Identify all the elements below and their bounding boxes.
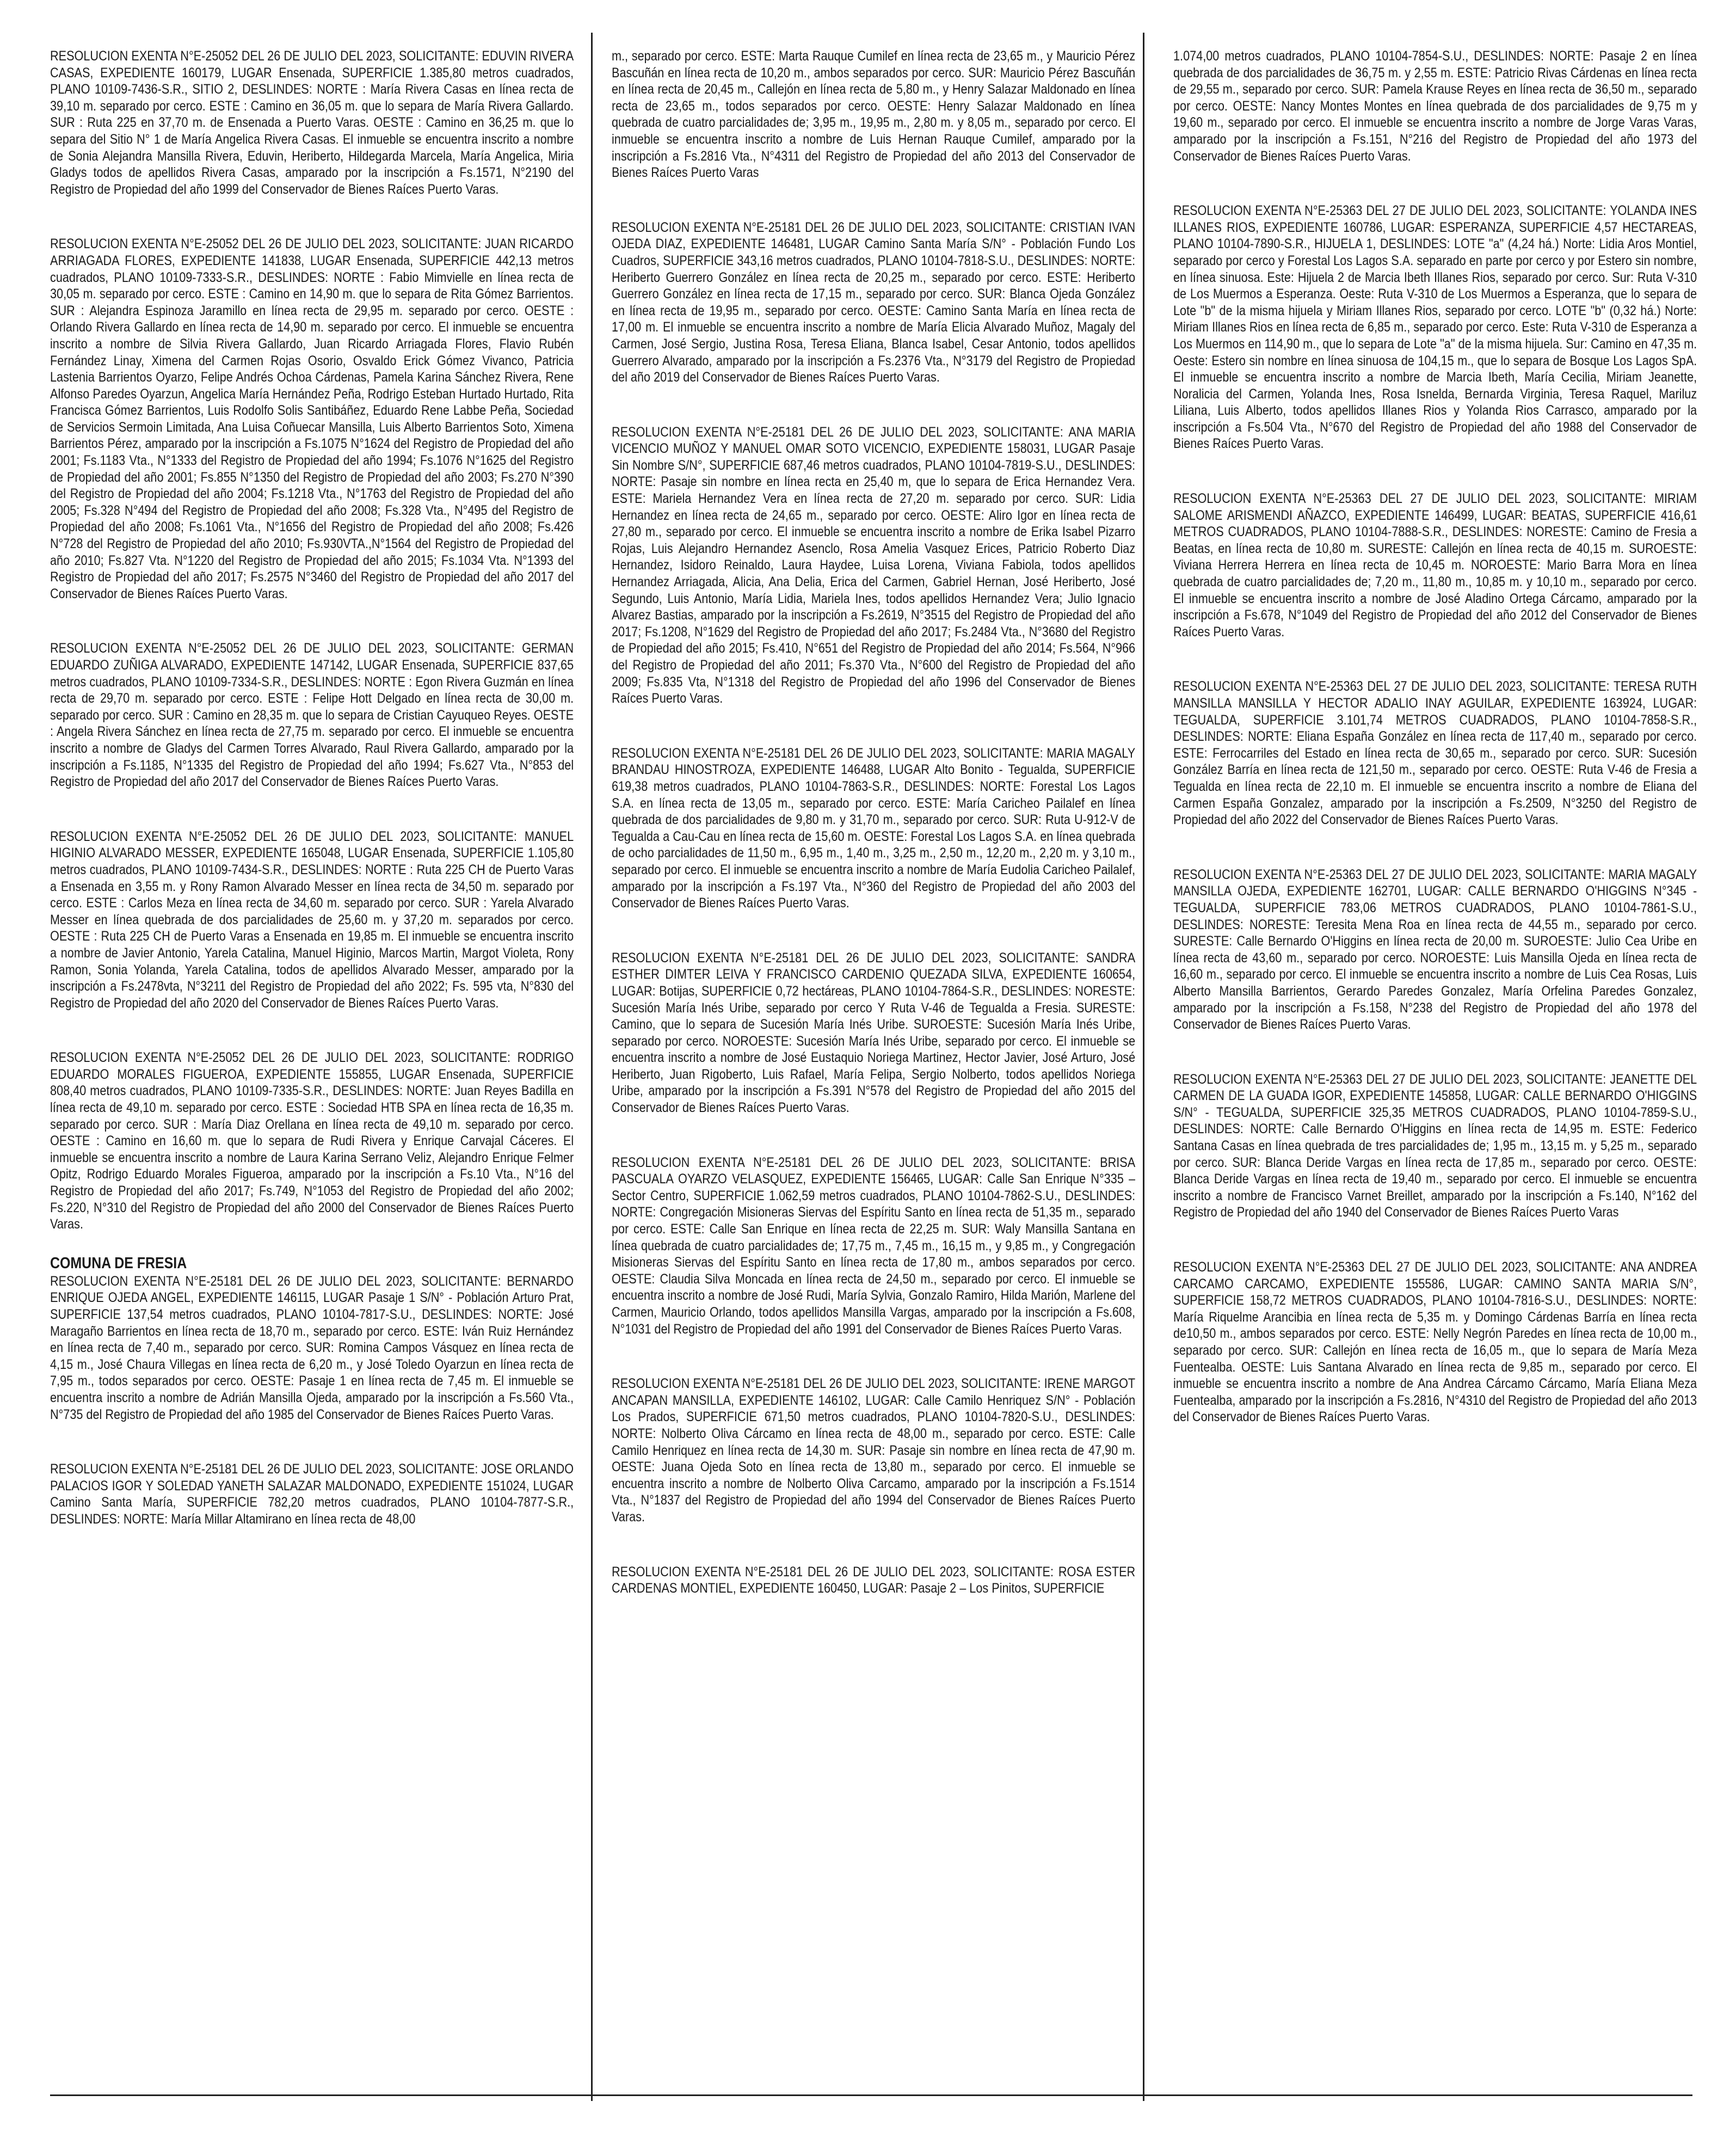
resolution-entry: RESOLUCION EXENTA N°E-25181 DEL 26 DE JULIO DEL 2023, SOLICITANTE: IRENE MARGOT ANCAPAN MANSILLA, EXPEDIENTE 146102, LUGAR: Calle Camilo Henriquez S/N° - Población Los Prados, SUPERFICIE 671,50 metros cuadrados, PLANO 10104-7820-S.U., DESLINDES: NORTE: Nolberto Oliva Cárcamo en línea recta de 48,00 m., separado por cerco. ESTE: Calle Camilo Henriquez en línea recta de 14,30 m. SUR: Pasaje sin nombre en línea recta de 47,90 m. OESTE: Juana Ojeda Soto en línea recta de 13,80 m., separado por cerco. El inmueble se encuentra inscrito a nombre de Nolberto Oliva Carcamo, amparado por la inscripción a Fs.1514 Vta., N°1837 del Registro de Propiedad del año 1994 del Conservador de Bienes Raíces Puerto Varas. bbox=[612, 1376, 1135, 1525]
resolution-entry: RESOLUCION EXENTA N°E-25181 DEL 26 DE JULIO DEL 2023, SOLICITANTE: BRISA PASCUALA OYARZO VELASQUEZ, EXPEDIENTE 156465, LUGAR: Calle San Enrique N°335 – Sector Centro, SUPERFICIE 1.062,59 metros cuadrados, PLANO 10104-7862-S.U., DESLINDES: NORTE: Congregación Misioneras Siervas del Espíritu Santo en línea recta de 51,35 m., separado por cerco. ESTE: Calle San Enrique en línea recta de 22,25 m. SUR: Waly Mansilla Santana en línea quebrada de cuatro parcialidades de; 17,75 m., 7,45 m., 16,15 m., y 9,85 m., y Congregación Misioneras Siervas del Espíritu Santo en línea recta de 17,80 m., ambos separados por cerco. OESTE: Claudia Silva Moncada en línea recta de 24,50 m., separado por cerco. El inmueble se encuentra inscrito a nombre de José Rudi, María Sylvia, Gonzalo Ramiro, Hilda Marión, Marlene del Carmen, Mauricio Orlando, todos apellidos Mansilla Vargas, amparado por la inscripción a Fs.608, N°1031 del Registro de Propiedad del año 1991 del Conservador de Bienes Raíces Puerto Varas. bbox=[612, 1154, 1135, 1337]
resolution-entry: RESOLUCION EXENTA N°E-25363 DEL 27 DE JULIO DEL 2023, SOLICITANTE: JEANETTE DEL CARMEN DE LA GUADA IGOR, EXPEDIENTE 145858, LUGAR: CALLE BERNARDO O'HIGGINS S/N° - TEGUALDA, SUPERFICIE 325,35 METROS CUADRADOS, PLANO 10104-7859-S.U., DESLINDES: NORTE: Calle Bernardo O'Higgins en línea recta de 14,95 m. ESTE: Federico Santana Casas en línea quebrada de tres parcialidades de; 1,95 m., 13,15 m. y 5,25 m., separado por cerco. SUR: Blanca Deride Vargas en línea recta de 17,85 m., separado por cerco. OESTE: Blanca Deride Vargas en línea recta de 19,40 m., separado por cerco. El inmueble se encuentra inscrito a nombre de Francisco Varnet Breillet, amparado por la inscripción a Fs.140, N°162 del Registro de Propiedad del año 1940 del Conservador de Bienes Raíces Puerto Varas bbox=[1173, 1071, 1697, 1220]
column-divider bbox=[591, 33, 593, 2101]
resolution-entry: RESOLUCION EXENTA N°E-25052 DEL 26 DE JULIO DEL 2023, SOLICITANTE: RODRIGO EDUARDO MORALES FIGUEROA, EXPEDIENTE 155855, LUGAR Ensenada, SUPERFICIE 808,40 metros cuadrados, PLANO 10109-7335-S.R., DESLINDES: NORTE: Juan Reyes Badilla en línea recta de 49,10 m. separado por cerco. ESTE : Sociedad HTB SPA en línea recta de 16,35 m. separado por cerco. SUR : María Diaz Orellana en línea recta de 49,10 m. separado por cerco. OESTE : Camino en 16,60 m. que lo separa de Rudi Rivera y Enrique Carvajal Cáceres. El inmueble se encuentra inscrito a nombre de Laura Karina Serrano Veliz, Alejandro Enrique Felmer Opitz, Rodrigo Eduardo Morales Figueroa, amparado por la inscripción a Fs.10 Vta., N°16 del Registro de Propiedad del año 2017; Fs.749, N°1053 del Registro de Propiedad del año 2002; Fs.220, N°310 del Registro de Propiedad del año 2000 del Conservador de Bienes Raíces Puerto Varas. bbox=[50, 1050, 574, 1232]
section-heading: COMUNA DE FRESIA bbox=[50, 1254, 187, 1272]
column-1 bbox=[50, 48, 574, 2084]
resolution-entry: RESOLUCION EXENTA N°E-25363 DEL 27 DE JULIO DEL 2023, SOLICITANTE: TERESA RUTH MANSILLA MANSILLA Y HECTOR ADALIO INAY AGUILAR, EXPEDIENTE 163924, LUGAR: TEGUALDA, SUPERFICIE 3.101,74 METROS CUADRADOS, PLANO 10104-7858-S.R., DESLINDES: NORTE: Eliana España González en línea recta de 117,40 m., separado por cerco. ESTE: Ferrocarriles del Estado en línea recta de 30,65 m., separado por cerco. SUR: Sucesión González Barría en línea recta de 121,50 m., separado por cerco. OESTE: Ruta V-46 de Fresia a Tegualda en línea recta de 22,10 m. El inmueble se encuentra inscrito a nombre de Eliana del Carmen España Gonzalez, amparado por la inscripción a Fs.2509, N°3250 del Registro de Propiedad del año 2022 del Conservador de Bienes Raíces Puerto Varas. bbox=[1173, 679, 1697, 828]
columns bbox=[50, 48, 1697, 2084]
column-divider bbox=[1143, 33, 1144, 2101]
bottom-divider bbox=[50, 2094, 1692, 2096]
resolution-entry: RESOLUCION EXENTA N°E-25052 DEL 26 DE JULIO DEL 2023, SOLICITANTE: GERMAN EDUARDO ZUÑIGA ALVARADO, EXPEDIENTE 147142, LUGAR Ensenada, SUPERFICIE 837,65 metros cuadrados, PLANO 10109-7334-S.R., DESLINDES: NORTE : Egon Rivera Guzmán en línea recta de 29,70 m. separado por cerco. ESTE : Felipe Hott Delgado en línea recta de 30,00 m. separado por cerco. SUR : Camino en 28,35 m. que lo separa de Cristian Cayuqueo Reyes. OESTE : Angela Rivera Sánchez en línea recta de 27,75 m. separado por cerco. El inmueble se encuentra inscrito a nombre de Gladys del Carmen Torres Alvarado, Raul Rivera Gallardo, amparado por la inscripción a Fs.1185, N°1335 del Registro de Propiedad del año 1994; Fs.627 Vta., N°853 del Registro de Propiedad del año 2017 del Conservador de Bienes Raíces Puerto Varas. bbox=[50, 641, 574, 790]
resolution-entry: RESOLUCION EXENTA N°E-25181 DEL 26 DE JULIO DEL 2023, SOLICITANTE: MARIA MAGALY BRANDAU HINOSTROZA, EXPEDIENTE 146488, LUGAR Alto Bonito - Tegualda, SUPERFICIE 619,38 metros cuadrados, PLANO 10104-7863-S.R., DESLINDES: NORTE: Forestal Los Lagos S.A. en línea recta de 13,05 m., separado por cerco. ESTE: María Caricheo Pailalef en línea quebrada de dos parcialidades de 9,80 m. y 31,70 m., separado por cerco. SUR: Ruta U-912-V de Tegualda a Cau-Cau en línea recta de 15,60 m. OESTE: Forestal Los Lagos S.A. en línea quebrada de ocho parcialidades de 11,50 m., 6,95 m., 1,40 m., 3,25 m., 2,50 m., 12,20 m., 2,20 m. y 3,10 m., separado por cerco. El inmueble se encuentra inscrito a nombre de María Eudolia Caricheo Pailalef, amparado por la inscripción a Fs.197 Vta., N°360 del Registro de Propiedad del año 2003 del Conservador de Bienes Raíces Puerto Varas. bbox=[612, 745, 1135, 911]
column-3 bbox=[1173, 48, 1697, 2084]
resolution-entry: RESOLUCION EXENTA N°E-25363 DEL 27 DE JULIO DEL 2023, SOLICITANTE: MIRIAM SALOME ARISMENDI AÑAZCO, EXPEDIENTE 146499, LUGAR: BEATAS, SUPERFICIE 416,61 METROS CUADRADOS, PLANO 10104-7888-S.R., DESLINDES: NORESTE: Camino de Fresia a Beatas, en línea recta de 10,80 m. SURESTE: Callejón en línea recta de 40,15 m. SUROESTE: Viviana Herrera Herrera en línea recta de 10,45 m. NOROESTE: Mario Barra Mora en línea quebrada de cuatro parcialidades de; 7,20 m., 11,80 m., 10,85 m. y 10,10 m., separado por cerco. El inmueble se encuentra inscrito a nombre de José Aladino Ortega Cárcamo, amparado por la inscripción a Fs.678, N°1049 del Registro de Propiedad del año 2012 del Conservador de Bienes Raíces Puerto Varas. bbox=[1173, 491, 1697, 640]
resolution-entry: RESOLUCION EXENTA N°E-25181 DEL 26 DE JULIO DEL 2023, SOLICITANTE: JOSE ORLANDO PALACIOS IGOR Y SOLEDAD YANETH SALAZAR MALDONADO, EXPEDIENTE 151024, LUGAR Camino Santa María, SUPERFICIE 782,20 metros cuadrados, PLANO 10104-7877-S.R., DESLINDES: NORTE: María Millar Altamirano en línea recta de 48,00 bbox=[50, 1461, 574, 1527]
resolution-entry: RESOLUCION EXENTA N°E-25363 DEL 27 DE JULIO DEL 2023, SOLICITANTE: ANA ANDREA CARCAMO CARCAMO, EXPEDIENTE 155586, LUGAR: CAMINO SANTA MARIA S/N°, SUPERFICIE 158,72 METROS CUADRADOS, PLANO 10104-7816-S.U., DESLINDES: NORTE: María Riquelme Arancibia en línea recta de 5,35 m. y Domingo Cárdenas Barría en línea recta de10,50 m., ambos separados por cerco. ESTE: Nelly Negrón Paredes en línea recta de 10,00 m., separado por cerco. SUR: Callejón en línea recta de 16,05 m., que lo separa de María Meza Fuentealba. OESTE: Luis Santana Alvarado en línea recta de 9,85 m., separado por cerco. El inmueble se encuentra inscrito a nombre de Ana Andrea Cárcamo Cárcamo, María Eliana Meza Fuentealba, amparado por la inscripción a Fs.2816, N°4310 del Registro de Propiedad del año 2013 del Conservador de Bienes Raíces Puerto Varas. bbox=[1173, 1260, 1697, 1425]
resolution-entry: RESOLUCION EXENTA N°E-25363 DEL 27 DE JULIO DEL 2023, SOLICITANTE: MARIA MAGALY MANSILLA OJEDA, EXPEDIENTE 162701, LUGAR: CALLE BERNARDO O'HIGGINS N°345 - TEGUALDA, SUPERFICIE 783,06 METROS CUADRADOS, PLANO 10104-7861-S.U., DESLINDES: NORESTE: Teresita Mena Roa en línea recta de 44,55 m., separado por cerco. SURESTE: Calle Bernardo O'Higgins en línea recta de 20,00 m. SUROESTE: Julio Cea Uribe en línea recta de 43,60 m., separado por cerco. NOROESTE: Luis Mansilla Ojeda en línea recta de 16,60 m., separado por cerco. El inmueble se encuentra inscrito a nombre de Luis Cea Rosas, Luis Alberto Mansilla Barrientos, Gerardo Paredes Gonzalez, María Orfelina Paredes Gonzalez, amparado por la inscripción a Fs.158, N°238 del Registro de Propiedad del año 1978 del Conservador de Bienes Raíces Puerto Varas. bbox=[1173, 867, 1697, 1033]
resolution-entry: RESOLUCION EXENTA N°E-25363 DEL 27 DE JULIO DEL 2023, SOLICITANTE: YOLANDA INES ILLANES RIOS, EXPEDIENTE 160786, LUGAR: ESPERANZA, SUPERFICIE 4,57 HECTAREAS, PLANO 10104-7890-S.R., HIJUELA 1, DESLINDES: LOTE "a" (4,24 há.) Norte: Lidia Aros Montiel, separado por cerco y Forestal Los Lagos S.A. separado en parte por cerco y por Estero sin nombre, en línea sinuosa. Este: Hijuela 2 de Marcia Ibeth Illanes Rios, separado por cerco. Sur: Ruta V-310 de Los Muermos a Esperanza. Oeste: Ruta V-310 de Los Muermos a Esperanza, que lo separa de Lote "b" de la misma hijuela y Miriam Illanes Rios, separado por cerco. LOTE "b" (0,32 há.) Norte: Miriam Illanes Rios en línea recta de 6,85 m., separado por cerco. Este: Ruta V-310 de Esperanza a Los Muermos en 114,90 m., que lo separa de Lote "a" de la misma hijuela. Sur: Camino en 47,35 m. Oeste: Estero sin nombre en línea sinuosa de 104,15 m., que lo separa de Bosque Los Lagos SpA. El inmueble se encuentra inscrito a nombre de Marcia Ibeth, María Cecilia, Miriam Jeanette, Noralicia del Carmen, Yolanda Ines, Rosa Isnelda, Bernarda Virginia, Teresa Raquel, Mariluz Liliana, Luis Alberto, todos apellidos Illanes Rios y Yolanda Rios Carrasco, amparado por la inscripción a Fs.504 Vta., N°670 del Registro de Propiedad del año 1988 del Conservador de Bienes Raíces Puerto Varas. bbox=[1173, 203, 1697, 452]
resolution-entry: RESOLUCION EXENTA N°E-25052 DEL 26 DE JULIO DEL 2023, SOLICITANTE: EDUVIN RIVERA CASAS, EXPEDIENTE 160179, LUGAR Ensenada, SUPERFICIE 1.385,80 metros cuadrados, PLANO 10109-7436-S.R., SITIO 2, DESLINDES: NORTE : María Rivera Casas en línea recta de 39,10 m. separado por cerco. ESTE : Camino en 36,05 m. que lo separa de María Rivera Gallardo. SUR : Ruta 225 en 37,70 m. de Ensenada a Puerto Varas. OESTE : Camino en 36,25 m. que lo separa del Sitio N° 1 de María Angelica Rivera Casas. El inmueble se encuentra inscrito a nombre de Sonia Alejandra Mansilla Rivera, Eduvin, Heriberto, Hildegarda Marcela, María Angelica, Miria Gladys todos de apellidos Rivera Casas, amparado por la inscripción a Fs.1571, N°2190 del Registro de Propiedad del año 1999 del Conservador de Bienes Raíces Puerto Varas. bbox=[50, 48, 574, 197]
resolution-entry: RESOLUCION EXENTA N°E-25052 DEL 26 DE JULIO DEL 2023, SOLICITANTE: JUAN RICARDO ARRIAGADA FLORES, EXPEDIENTE 141838, LUGAR Ensenada, SUPERFICIE 442,13 metros cuadrados, PLANO 10109-7333-S.R., DESLINDES: NORTE : Fabio Mimvielle en línea recta de 30,05 m. separado por cerco. ESTE : Camino en 14,90 m. que lo separa de Rita Gómez Barrientos. SUR : Alejandra Espinoza Jaramillo en línea recta de 29,95 m. separado por cerco. OESTE : Orlando Rivera Gallardo en línea recta de 14,90 m. separado por cerco. El inmueble se encuentra inscrito a nombre de Silvia Rivera Gallardo, Juan Ricardo Arriagada Flores, Flavio Rubén Fernández Linay, Ximena del Carmen Rojas Osorio, Osvaldo Erick Gómez Vivanco, Patricia Lastenia Barrientos Oyarzo, Felipe Andrés Ochoa Cárdenas, Pamela Karina Sánchez Rivera, Rene Alfonso Paredes Oyarzun, Angelica María Hernández Peña, Rodrigo Esteban Hurtado Hurtado, Rita Francisca Gómez Barrientos, Luis Rodolfo Solis Santibáñez, Eduardo Rene Labbe Peña, Sociedad de Servicios Sermoin Limitada, Ana Luisa Coñuecar Mansilla, Luis Alberto Barrientos Soto, Ximena Barrientos Pérez, amparado por la inscripción a Fs.1075 N°1624 del Registro de Propiedad del año 2001; Fs.1183 Vta., N°1333 del Registro de Propiedad del año 1994; Fs.1076 N°1625 del Registro de Propiedad del año 2001; Fs.855 N°1350 del Registro de Propiedad del año 2003; Fs.270 N°390 del Registro de Propiedad del año 2004; Fs.1218 Vta., N°1763 del Registro de Propiedad del año 2005; Fs.328 N°494 del Registro de Propiedad del año 2008; Fs.328 Vta., N°495 del Registro de Propiedad del año 2008; Fs.1061 Vta., N°1656 del Registro de Propiedad del año 2008; Fs.426 N°728 del Registro de Propiedad del año 2010; Fs.930VTA.,N°1564 del Registro de Propiedad del año 2010; Fs.827 Vta. N°1220 del Registro de Propiedad del año 2015; Fs.1034 Vta. N°1393 del Registro de Propiedad del año 2017; Fs.2575 N°3460 del Registro de Propiedad del año 2017 del Conservador de Bienes Raíces Puerto Varas. bbox=[50, 236, 574, 601]
resolution-entry: RESOLUCION EXENTA N°E-25181 DEL 26 DE JULIO DEL 2023, SOLICITANTE: ROSA ESTER CARDENAS MONTIEL, EXPEDIENTE 160450, LUGAR: Pasaje 2 – Los Pinitos, SUPERFICIE bbox=[612, 1564, 1135, 1596]
resolution-entry: RESOLUCION EXENTA N°E-25181 DEL 26 DE JULIO DEL 2023, SOLICITANTE: SANDRA ESTHER DIMTER LEIVA Y FRANCISCO CARDENIO QUEZADA SILVA, EXPEDIENTE 160654, LUGAR: Botijas, SUPERFICIE 0,72 hectáreas, PLANO 10104-7864-S.R., DESLINDES: NORESTE: Sucesión María Inés Uribe, separado por cerco Y Ruta V-46 de Tegualda a Fresia. SURESTE: Camino, que lo separa de Sucesión María Inés Uribe. SUROESTE: Sucesión María Inés Uribe, separado por cerco. NOROESTE: Sucesión María Inés Uribe, separado por cerco. El inmueble se encuentra inscrito a nombre de José Eustaquio Noriega Martinez, Hector Javier, José Arturo, José Heriberto, Juan Rigoberto, Luis Rafael, María Felipa, Sergio Nolberto, todos apellidos Noriega Uribe, amparado por la inscripción a Fs.391 N°578 del Registro de Propiedad del año 2015 del Conservador de Bienes Raíces Puerto Varas. bbox=[612, 950, 1135, 1116]
column-2 bbox=[612, 48, 1135, 2084]
resolution-entry: m., separado por cerco. ESTE: Marta Rauque Cumilef en línea recta de 23,65 m., y Mauricio Pérez Bascuñán en línea recta de 10,20 m., ambos separados por cerco. SUR: Mauricio Pérez Bascuñán en línea recta de 20,45 m., Callejón en línea recta de 5,80 m., y Henry Salazar Maldonado en línea recta de 23,65 m., todos separados por cerco. OESTE: Henry Salazar Maldonado en línea quebrada de cuatro parcialidades de; 3,95 m., 19,95 m., 2,80 m. y 8,05 m., separado por cerco. El inmueble se encuentra inscrito a nombre de Luis Hernan Rauque Cumilef, amparado por la inscripción a Fs.2816 Vta., N°4311 del Registro de Propiedad del año 2013 del Conservador de Bienes Raíces Puerto Varas bbox=[612, 48, 1135, 181]
resolution-entry: RESOLUCION EXENTA N°E-25181 DEL 26 DE JULIO DEL 2023, SOLICITANTE: CRISTIAN IVAN OJEDA DIAZ, EXPEDIENTE 146481, LUGAR Camino Santa María S/N° - Población Fundo Los Cuadros, SUPERFICIE 343,16 metros cuadrados, PLANO 10104-7818-S.U., DESLINDES: NORTE: Heriberto Guerrero González en línea recta de 20,25 m., separado por cerco. ESTE: Heriberto Guerrero González en línea recta de 17,15 m., separado por cerco. SUR: Blanca Ojeda González en línea recta de 19,95 m., separado por cerco. OESTE: Camino Santa María en línea recta de 17,00 m. El inmueble se encuentra inscrito a nombre de María Elicia Alvarado Muñoz, Magaly del Carmen, José Sergio, Justina Rosa, Teresa Eliana, Blanca Isabel, Cesar Antonio, todos apellidos Guerrero Alvarado, amparado por la inscripción a Fs.2376 Vta., N°3179 del Registro de Propiedad del año 2019 del Conservador de Bienes Raíces Puerto Varas. bbox=[612, 219, 1135, 385]
resolution-entry: 1.074,00 metros cuadrados, PLANO 10104-7854-S.U., DESLINDES: NORTE: Pasaje 2 en línea quebrada de dos parcialidades de 36,75 m. y 2,55 m. ESTE: Patricio Rivas Cárdenas en línea recta de 29,55 m., separado por cerco. SUR: Pamela Krause Reyes en línea recta de 36,50 m., separado por cerco. OESTE: Nancy Montes Montes en línea quebrada de dos parcialidades de 9,75 m y 19,60 m., separado por cerco. El inmueble se encuentra inscrito a nombre de Jorge Varas Varas, amparado por la inscripción a Fs.151, N°216 del Registro de Propiedad del año 1973 del Conservador de Bienes Raíces Puerto Varas. bbox=[1173, 48, 1697, 164]
resolution-entry: RESOLUCION EXENTA N°E-25181 DEL 26 DE JULIO DEL 2023, SOLICITANTE: ANA MARIA VICENCIO MUÑOZ Y MANUEL OMAR SOTO VICENCIO, EXPEDIENTE 158031, LUGAR Pasaje Sin Nombre S/N°, SUPERFICIE 687,46 metros cuadrados, PLANO 10104-7819-S.U., DESLINDES: NORTE: Pasaje sin nombre en línea recta en 25,40 m, que lo separa de Erica Hernandez Vera. ESTE: Mariela Hernandez Vera en línea recta de 27,20 m. separado por cerco. SUR: Lidia Hernandez en línea recta de 24,65 m., separado por cerco. OESTE: Aliro Igor en línea recta de 27,80 m., separado por cerco. El inmueble se encuentra inscrito a nombre de Erika Isabel Pizarro Rojas, Luis Alejandro Hernandez Asenclo, Rosa Amelia Vasquez Erices, Patricio Roberto Diaz Hernandez, Isidoro Reinaldo, Laura Haydee, Luisa Lorena, Viviana Fabiola, todos apellidos Hernandez Arriagada, Alicia, Ana Delia, Erica del Carmen, Gabriel Hernan, José Heriberto, José Segundo, Luis Antonio, María Lidia, Mariela Ines, todos apellidos Hernandez Vera; Julio Ignacio Alvarez Bastias, amparado por la inscripción a Fs.2619, N°3515 del Registro de Propiedad del año 2017; Fs.1208, N°1629 del Registro de Propiedad del año 2017; Fs.2484 Vta., N°3680 del Registro de Propiedad del año 2015; Fs.410, N°651 del Registro de Propiedad del año 2014; Fs.564, N°966 del Registro de Propiedad del año 2011; Fs.370 Vta., N°600 del Registro de Propiedad del año 2009; Fs.835 Vta, N°1318 del Registro de Propiedad del año 1996 del Conservador de Bienes Raíces Puerto Varas. bbox=[612, 424, 1135, 706]
resolution-entry: RESOLUCION EXENTA N°E-25181 DEL 26 DE JULIO DEL 2023, SOLICITANTE: BERNARDO ENRIQUE OJEDA ANGEL, EXPEDIENTE 146115, LUGAR Pasaje 1 S/N° - Población Arturo Prat, SUPERFICIE 137,54 metros cuadrados, PLANO 10104-7817-S.U., DESLINDES: NORTE: José Maragaño Barrientos en línea recta de 18,70 m., separado por cerco. ESTE: Iván Ruiz Hernández en línea recta de 7,40 m., separado por cerco. SUR: Romina Campos Vásquez en línea recta de 4,15 m., José Chaura Villegas en línea recta de 6,20 m., y José Toledo Oyarzun en línea recta de 7,95 m., todos separados por cerco. OESTE: Pasaje 1 en línea recta de 7,45 m. El inmueble se encuentra inscrito a nombre de Adrián Mansilla Ojeda, amparado por la inscripción a Fs.560 Vta., N°735 del Registro de Propiedad del año 1985 del Conservador de Bienes Raíces Puerto Varas. bbox=[50, 1273, 574, 1422]
resolution-entry: RESOLUCION EXENTA N°E-25052 DEL 26 DE JULIO DEL 2023, SOLICITANTE: MANUEL HIGINIO ALVARADO MESSER, EXPEDIENTE 165048, LUGAR Ensenada, SUPERFICIE 1.105,80 metros cuadrados, PLANO 10109-7434-S.R., DESLINDES: NORTE : Ruta 225 CH de Puerto Varas a Ensenada en 3,55 m. y Rony Ramon Alvarado Messer en línea recta de 34,50 m. separado por cerco. ESTE : Carlos Meza en línea recta de 34,60 m. separado por cerco. SUR : Yarela Alvarado Messer en línea quebrada de dos parcialidades de 25,60 m. y 37,20 m. separados por cerco. OESTE : Ruta 225 CH de Puerto Varas a Ensenada en 19,85 m. El inmueble se encuentra inscrito a nombre de Javier Antonio, Yarela Catalina, Manuel Higinio, Marcos Martin, Margot Violeta, Rony Ramon, Sonia Yolanda, Yarela Catalina, todos de apellidos Alvarado Messer, amparado por la inscripción a Fs.2478vta, N°3211 del Registro de Propiedad del año 2022; Fs. 595 vta, N°830 del Registro de Propiedad del año 2020 del Conservador de Bienes Raíces Puerto Varas. bbox=[50, 828, 574, 1011]
